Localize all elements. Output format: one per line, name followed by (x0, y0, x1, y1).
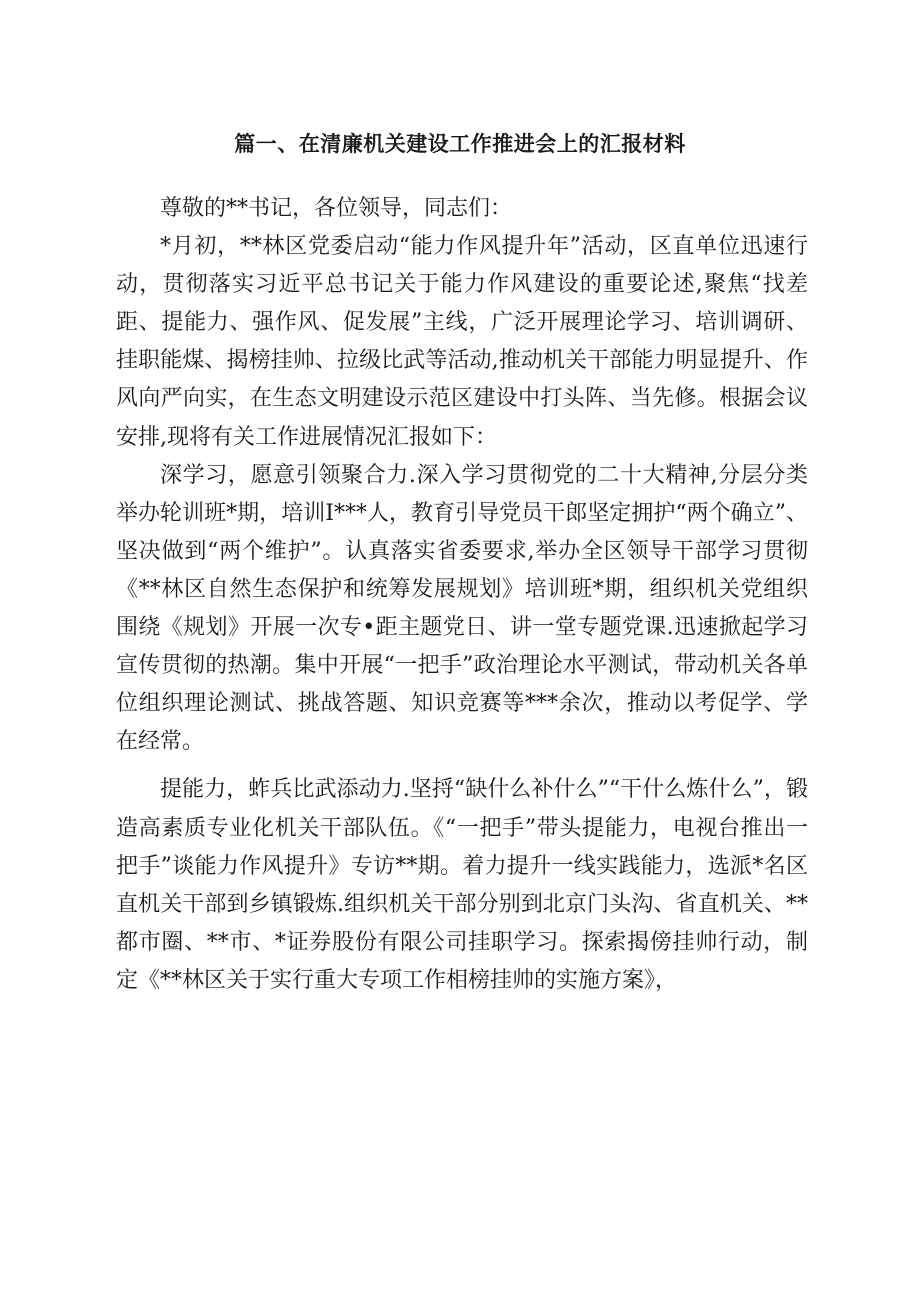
paragraph-intro: *月初，**林区党委启动“能力作风提升年”活动，区直单位迅速行动，贯彻落实习近平总书记关于能力作风建设的重要论述,聚焦“找差距、提能力、强作风、促发展”主线，广泛开展理论学习、培训调研、挂职能煤、揭榜挂帅、拉级比武等活动,推动机关干部能力明显提升、作风向严向实，在生态文明建设示范区建设中打头阵、当先修。根据会议安排,现将有关工作进展情况汇报如下： (116, 234, 808, 450)
document-body (116, 190, 808, 1000)
paragraph-capability: 提能力，蚱兵比武添动力.坚捋“缺什么补什么”“干什么炼什么”，锻造高素质专业化机关干部队伍。《“一把手”带头提能力，电视台推出一把手”谈能力作风提升》专访**期。着力提升一线实践能力，选派*名区直机关干部到乡镇锻炼.组织机关干部分别到北京门头沟、省直机关、**都市圈、**市、*证券股份有限公司挂职学习。探索揭傍挂帅行动，制定《**林区关于实行重大专项工作相榜挂帅的实施方案》， (116, 777, 808, 993)
greeting-line: 尊敬的**书记，各位领导，同志们： (160, 196, 513, 221)
paragraph-study: 深学习，愿意引领聚合力.深入学习贯彻党的二十大精神,分层分类举办轮训班*期，培训I***人，教育引导党员干郎坚定拥护“两个确立”、坚决做到“两个维护”。认真落实省委要求,举办全区领导干部学习贯彻《**林区自然生态保护和统筹发展规划》培训班*期，组织机关党组织围绕《规划》开展一次专•距主题党日、讲一堂专题党课.迅速掀起学习宣传贯彻的热潮。集中开展“一把手”政治理论水平测试，带动机关各单位组织理论测试、挑战答题、知识竞赛等***余次，推动以考促学、学在经常。 (116, 462, 808, 755)
document-title: 篇一、在清廉机关建设工作推进会上的汇报材料 (234, 132, 686, 156)
